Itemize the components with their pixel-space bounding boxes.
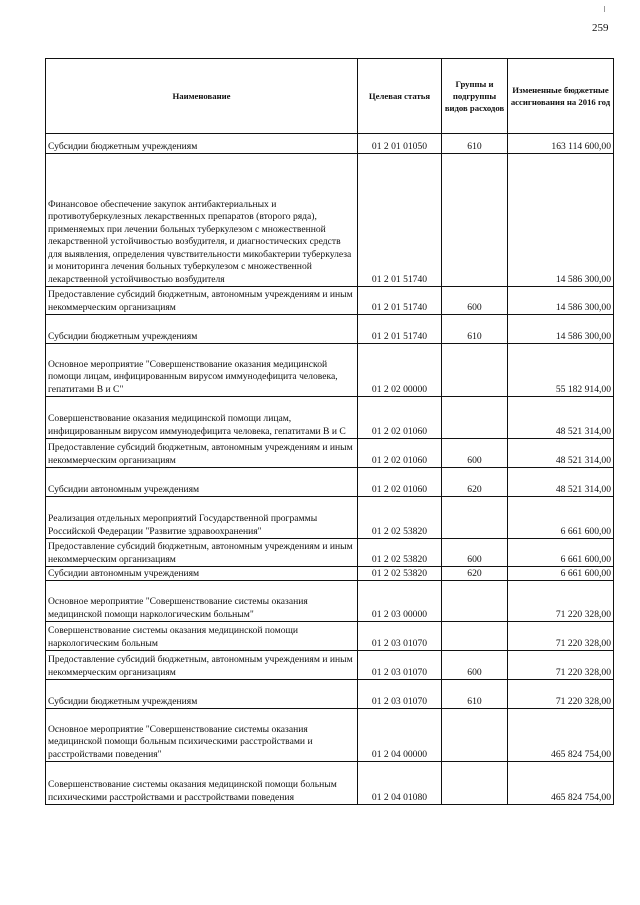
table-row: [46, 762, 614, 805]
row-name: Предоставление субсидий бюджетным, автономным учреждениям и иным некоммерческим организациям: [46, 439, 358, 468]
row-group: [442, 497, 508, 539]
row-code: 01 2 02 53820: [358, 497, 442, 539]
row-name: Субсидии автономным учреждениям: [46, 468, 358, 497]
row-name: Субсидии бюджетным учреждениям: [46, 134, 358, 154]
row-code: 01 2 04 00000: [358, 709, 442, 762]
scan-mark: [604, 6, 605, 12]
row-code: 01 2 02 53820: [358, 567, 442, 581]
row-group: 620: [442, 567, 508, 581]
row-name: Финансовое обеспечение закупок антибактериальных и противотуберкулезных лекарственных препаратов (второго ряда), применяемых при лечении больных туберкулезом с множественной лекарственной устойчивостью возбудителя, и диагностических средств для выявления, определения чувствительности микобактерии туберкулеза и мониторинга лечения больных туберкулезом с множественной лекарственной устойчивостью возбудителя: [46, 154, 358, 287]
row-amount: 48 521 314,00: [508, 468, 614, 497]
table-row: [46, 581, 614, 622]
row-name: Субсидии автономным учреждениям: [46, 567, 358, 581]
table-row: [46, 709, 614, 762]
row-amount: 14 586 300,00: [508, 315, 614, 344]
row-name: Реализация отдельных мероприятий Государственной программы Российской Федерации "Развитие здравоохранения": [46, 497, 358, 539]
budget-table: [45, 58, 614, 805]
header-code: Целевая статья: [358, 59, 442, 134]
table-row: [46, 344, 614, 397]
row-code: 01 2 03 01070: [358, 622, 442, 651]
row-group: [442, 581, 508, 622]
table-row: [46, 680, 614, 709]
header-name: Наименование: [46, 59, 358, 134]
row-name: Основное мероприятие "Совершенствование системы оказания медицинской помощи больным психическими расстройствами и расстройствами поведения": [46, 709, 358, 762]
row-group: [442, 709, 508, 762]
row-code: 01 2 01 51740: [358, 154, 442, 287]
row-name: Совершенствование оказания медицинской помощи лицам, инфицированным вирусом иммунодефицита человека, гепатитами В и С: [46, 397, 358, 439]
row-amount: 48 521 314,00: [508, 397, 614, 439]
row-amount: 6 661 600,00: [508, 539, 614, 567]
row-group: 600: [442, 539, 508, 567]
row-amount: 71 220 328,00: [508, 651, 614, 680]
row-code: 01 2 02 53820: [358, 539, 442, 567]
row-code: 01 2 04 01080: [358, 762, 442, 805]
row-code: 01 2 03 01070: [358, 651, 442, 680]
row-name: Субсидии бюджетным учреждениям: [46, 680, 358, 709]
row-group: 610: [442, 315, 508, 344]
header-amount: Измененные бюджетные ассигнования на 2016 год: [508, 59, 614, 134]
table-row: [46, 539, 614, 567]
row-code: 01 2 02 01060: [358, 439, 442, 468]
row-amount: 6 661 600,00: [508, 497, 614, 539]
row-name: Предоставление субсидий бюджетным, автономным учреждениям и иным некоммерческим организациям: [46, 539, 358, 567]
row-code: 01 2 02 01060: [358, 468, 442, 497]
table-row: [46, 315, 614, 344]
table-row: [46, 154, 614, 287]
row-name: Предоставление субсидий бюджетным, автономным учреждениям и иным некоммерческим организациям: [46, 287, 358, 315]
row-group: 610: [442, 680, 508, 709]
row-code: 01 2 03 01070: [358, 680, 442, 709]
row-code: 01 2 02 00000: [358, 344, 442, 397]
row-name: Основное мероприятие "Совершенствование системы оказания медицинской помощи наркологическим больным": [46, 581, 358, 622]
table-row: [46, 567, 614, 581]
row-code: 01 2 01 01050: [358, 134, 442, 154]
row-amount: 14 586 300,00: [508, 154, 614, 287]
row-code: 01 2 01 51740: [358, 315, 442, 344]
row-group: 600: [442, 439, 508, 468]
row-name: Предоставление субсидий бюджетным, автономным учреждениям и иным некоммерческим организациям: [46, 651, 358, 680]
row-group: [442, 622, 508, 651]
table-row: [46, 439, 614, 468]
row-group: [442, 154, 508, 287]
page-number: 259: [592, 22, 609, 34]
row-code: 01 2 03 00000: [358, 581, 442, 622]
row-name: Совершенствование системы оказания медицинской помощи наркологическим больным: [46, 622, 358, 651]
header-group: Группы и подгруппы видов расходов: [442, 59, 508, 134]
row-amount: 71 220 328,00: [508, 680, 614, 709]
row-amount: 465 824 754,00: [508, 762, 614, 805]
table-row: [46, 287, 614, 315]
row-name: Основное мероприятие "Совершенствование оказания медицинской помощи лицам, инфицированным вирусом иммунодефицита человека, гепатитами В и С": [46, 344, 358, 397]
row-group: 600: [442, 287, 508, 315]
row-group: [442, 397, 508, 439]
row-name: Совершенствование системы оказания медицинской помощи больным психическими расстройствами и расстройствами поведения: [46, 762, 358, 805]
row-amount: 48 521 314,00: [508, 439, 614, 468]
row-group: 620: [442, 468, 508, 497]
table-row: [46, 468, 614, 497]
row-name: Субсидии бюджетным учреждениям: [46, 315, 358, 344]
row-amount: 71 220 328,00: [508, 622, 614, 651]
row-group: 610: [442, 134, 508, 154]
row-amount: 14 586 300,00: [508, 287, 614, 315]
row-amount: 465 824 754,00: [508, 709, 614, 762]
row-amount: 71 220 328,00: [508, 581, 614, 622]
row-code: 01 2 02 01060: [358, 397, 442, 439]
table-row: [46, 397, 614, 439]
row-amount: 163 114 600,00: [508, 134, 614, 154]
table-row: [46, 134, 614, 154]
row-group: [442, 344, 508, 397]
table-row: [46, 651, 614, 680]
row-amount: 6 661 600,00: [508, 567, 614, 581]
table-row: [46, 497, 614, 539]
row-group: 600: [442, 651, 508, 680]
table-header-row: [46, 59, 614, 134]
row-amount: 55 182 914,00: [508, 344, 614, 397]
row-code: 01 2 01 51740: [358, 287, 442, 315]
table-row: [46, 622, 614, 651]
row-group: [442, 762, 508, 805]
